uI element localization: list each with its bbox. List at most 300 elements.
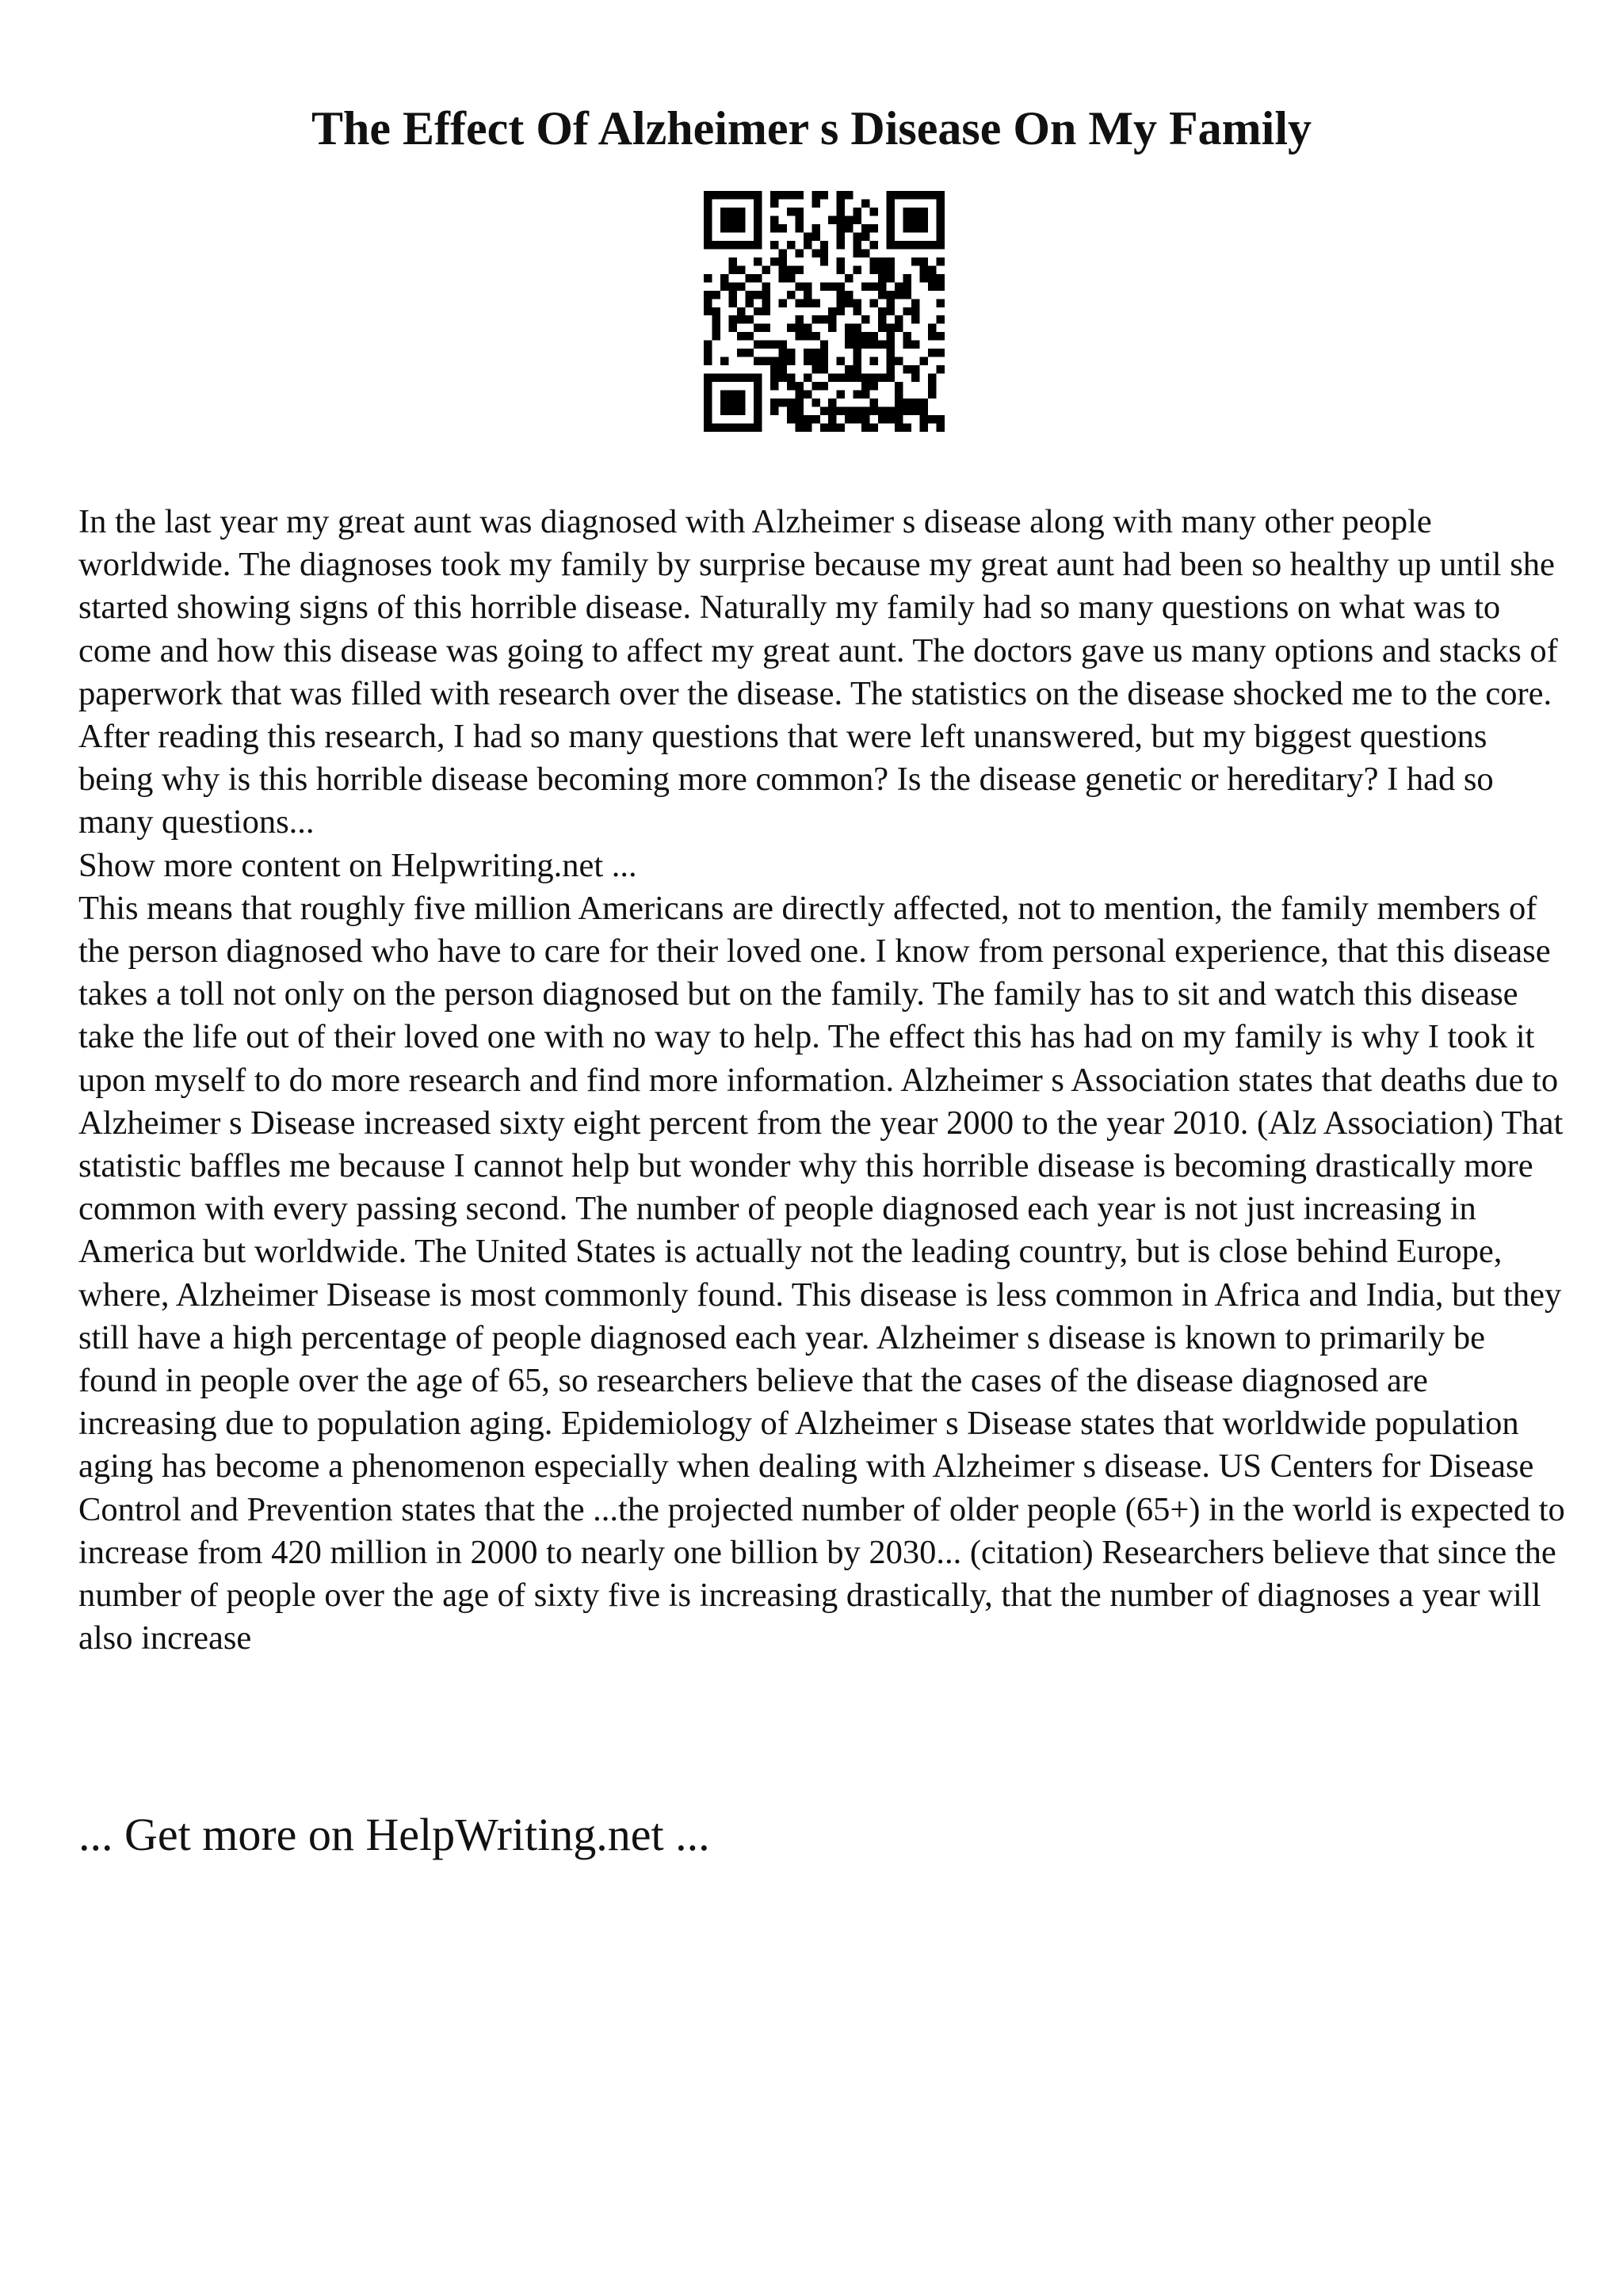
qr-module [754,215,762,223]
qr-module [903,341,911,349]
qr-module [887,357,895,365]
qr-module [795,415,803,423]
qr-module [737,265,745,273]
qr-module [704,374,712,382]
qr-module [745,299,753,307]
qr-module [870,282,878,290]
qr-module [720,224,728,232]
qr-module [795,215,803,223]
qr-module [812,332,819,340]
qr-module [704,391,712,399]
qr-module [720,282,728,290]
qr-module [861,424,869,432]
qr-module [704,382,712,390]
qr-module [837,224,845,232]
qr-module [712,291,720,299]
qr-module [804,282,812,290]
qr-module [745,241,753,249]
qr-module [728,215,736,223]
qr-module [704,241,712,249]
qr-module [937,415,945,423]
qr-module [920,407,928,415]
qr-module [812,357,819,365]
qr-module [762,265,769,273]
page-title: The Effect Of Alzheimer s Disease On My Family [311,102,1312,154]
qr-module [778,191,786,199]
qr-module [804,241,812,249]
qr-module [770,407,778,415]
qr-module [728,241,736,249]
qr-module [861,224,869,232]
qr-module [887,415,895,423]
qr-module [704,407,712,415]
qr-module [770,341,778,349]
qr-module [854,332,861,340]
qr-module [903,191,911,199]
qr-module [920,357,928,365]
qr-module [712,191,720,199]
qr-module [911,407,919,415]
qr-module [928,241,936,249]
qr-module [845,374,853,382]
qr-module [887,299,895,307]
qr-module [911,315,919,323]
qr-module [804,424,812,432]
qr-module [828,315,836,323]
qr-module [778,374,786,382]
qr-module [812,249,819,257]
qr-module [911,299,919,307]
qr-module [895,391,903,399]
qr-module [895,415,903,423]
qr-module [745,191,753,199]
qr-module [920,224,928,232]
qr-module [861,282,869,290]
qr-module [928,415,936,423]
qr-module [762,282,769,290]
qr-module [745,349,753,357]
qr-module [937,315,945,323]
qr-module [828,407,836,415]
qr-module [870,224,878,232]
qr-module [754,257,762,265]
qr-module [845,415,853,423]
qr-module [861,249,869,257]
qr-module [928,265,936,273]
qr-module [854,265,861,273]
qr-module [804,357,812,365]
qr-module [895,191,903,199]
qr-module [920,399,928,406]
qr-module [728,407,736,415]
qr-module [720,407,728,415]
qr-module [837,357,845,365]
qr-module [770,399,778,406]
qr-module [712,332,720,340]
qr-module [887,324,895,332]
qr-module [820,349,828,357]
qr-module [937,224,945,232]
qr-module [887,241,895,249]
qr-module [837,265,845,273]
qr-module [754,307,762,315]
qr-module [754,341,762,349]
qr-module [870,407,878,415]
qr-module [804,324,812,332]
qr-module [878,341,886,349]
qr-module [795,424,803,432]
qr-module [720,391,728,399]
qr-module [728,224,736,232]
qr-module [804,291,812,299]
qr-module [728,315,736,323]
qr-module [820,191,828,199]
qr-module [795,224,803,232]
qr-module [820,341,828,349]
qr-module [870,299,878,307]
qr-module [870,399,878,406]
qr-module [920,274,928,282]
qr-module [937,299,945,307]
qr-module [728,324,736,332]
qr-module [837,424,845,432]
qr-module [762,307,769,315]
article-body [78,501,1568,1660]
qr-module [745,332,753,340]
qr-module [845,341,853,349]
qr-module [887,265,895,273]
qr-module [828,374,836,382]
qr-module [812,191,819,199]
qr-module [837,199,845,207]
qr-module [787,382,795,390]
qr-module [754,382,762,390]
qr-module [887,341,895,349]
qr-module [887,374,895,382]
qr-module [837,257,845,265]
qr-module [903,224,911,232]
qr-module [887,349,895,357]
qr-module [837,282,845,290]
qr-module [754,357,762,365]
qr-module [778,265,786,273]
qr-module [928,374,936,382]
qr-module [911,191,919,199]
qr-module [895,324,903,332]
qr-module [754,374,762,382]
qr-module [911,208,919,215]
qr-module [928,191,936,199]
qr-module [787,415,795,423]
qr-module [878,265,886,273]
qr-module [737,191,745,199]
qr-module [937,274,945,282]
qr-module [754,191,762,199]
qr-module [828,399,836,406]
qr-module [762,299,769,307]
qr-module [754,274,762,282]
qr-module [928,274,936,282]
qr-module [911,307,919,315]
qr-module [745,291,753,299]
qr-module [770,374,778,382]
qr-module [887,365,895,373]
qr-module [787,274,795,282]
qr-module [737,374,745,382]
paragraph-main: This means that roughly five million Americans are directly affected, not to mention, the family members of the person diagnosed who have to care for their loved one. I know from personal experience, that this disease takes a toll not only on the person diagnosed but on the family. The family has to sit and watch this disease take the life out of their loved one with no way to help. The effect this has had on my family is why I took it upon myself to do more research and find more information. Alzheimer s Association states that deaths due to Alzheimer s Disease increased sixty eight percent from the year 2000 to the year 2010. (Alz Association) That statistic baffles me because I cannot help but wonder why this horrible disease is becoming drastically more common with every passing second. The number of people diagnosed each year is not just increasing in America but worldwide. The United States is actually not the leading country, but is close behind Europe, where, Alzheimer Disease is most commonly found. This disease is less common in Africa and India, but they still have a high percentage of people diagnosed each year. Alzheimer s disease is known to primarily be found in people over the age of 65, so researchers believe that the cases of the disease diagnosed are increasing due to population aging. Epidemiology of Alzheimer s Disease states that worldwide population aging has become a phenomenon especially when dealing with Alzheimer s disease. US Centers for Disease Control and Prevention states that the ...the projected number of older people (65+) in the world is expected to increase from 420 million in 2000 to nearly one billion by 2030... (citation) Researchers believe that since the number of people over the age of sixty five is increasing drastically, that the number of diagnoses a year will also increase [78,889,1565,1657]
qr-module [778,257,786,265]
qr-module [704,415,712,423]
qr-module [820,407,828,415]
qr-module [937,257,945,265]
qr-module [720,374,728,382]
qr-module [845,291,853,299]
qr-module [837,374,845,382]
qr-module [878,274,886,282]
qr-module [854,374,861,382]
qr-module [812,415,819,423]
qr-module [861,382,869,390]
qr-module [720,424,728,432]
qr-module [887,215,895,223]
qr-module [745,424,753,432]
qr-module [828,282,836,290]
qr-module [870,424,878,432]
qr-module [770,224,778,232]
qr-module [778,224,786,232]
qr-module [737,307,745,315]
qr-module [870,241,878,249]
qr-module [828,415,836,423]
qr-module [887,274,895,282]
qr-module [837,208,845,215]
qr-module [778,299,786,307]
qr-module [903,291,911,299]
qr-module [911,215,919,223]
qr-module [704,399,712,406]
qr-module [937,365,945,373]
qr-module [878,282,886,290]
qr-module [861,232,869,240]
qr-module [795,324,803,332]
qr-module [804,299,812,307]
qr-module [937,208,945,215]
qr-module [903,241,911,249]
qr-module [861,407,869,415]
qr-module [762,357,769,365]
qr-module [795,265,803,273]
qr-module [754,424,762,432]
qr-module [878,257,886,265]
qr-code-icon[interactable] [704,191,945,432]
qr-module [845,407,853,415]
qr-module [754,407,762,415]
qr-module [770,241,778,249]
qr-module [845,299,853,307]
qr-module [770,382,778,390]
qr-module [895,399,903,406]
qr-module [812,232,819,240]
qr-module [737,282,745,290]
qr-module [704,208,712,215]
qr-module [928,382,936,390]
qr-module [737,315,745,323]
qr-module [887,407,895,415]
qr-module [720,357,728,365]
qr-module [745,374,753,382]
qr-module [870,382,878,390]
qr-module [845,332,853,340]
qr-module [870,332,878,340]
qr-module [795,391,803,399]
qr-module [861,199,869,207]
qr-module [770,365,778,373]
qr-module [854,215,861,223]
qr-module [737,424,745,432]
qr-module [795,191,803,199]
qr-module [762,324,769,332]
qr-module [920,241,928,249]
qr-module [845,365,853,373]
qr-module [937,349,945,357]
qr-module [820,282,828,290]
qr-module [745,274,753,282]
qr-module [911,374,919,382]
qr-module [728,191,736,199]
qr-module [795,407,803,415]
qr-module [787,208,795,215]
qr-module [861,415,869,423]
qr-module [720,215,728,223]
qr-module [928,324,936,332]
qr-module [795,315,803,323]
qr-module [728,265,736,273]
qr-module [837,299,845,307]
qr-module [787,357,795,365]
qr-module [704,199,712,207]
qr-module [770,215,778,223]
qr-module [870,265,878,273]
qr-module [754,232,762,240]
qr-module [928,391,936,399]
qr-module [854,349,861,357]
qr-module [745,315,753,323]
qr-module [837,241,845,249]
qr-module [937,282,945,290]
qr-module [804,415,812,423]
qr-module [895,315,903,323]
qr-module [754,291,762,299]
qr-module [928,349,936,357]
qr-module [820,382,828,390]
qr-module [712,374,720,382]
qr-module [854,299,861,307]
qr-module [704,232,712,240]
qr-module [920,191,928,199]
qr-module [704,274,712,282]
qr-module [887,332,895,340]
qr-module [903,424,911,432]
qr-module [937,232,945,240]
qr-module [778,274,786,282]
qr-module [804,332,812,340]
qr-module [895,241,903,249]
qr-module [911,257,919,265]
qr-module [778,249,786,257]
qr-module [728,291,736,299]
qr-module [854,324,861,332]
qr-module [770,191,778,199]
qr-module [903,307,911,315]
qr-module [911,365,919,373]
qr-module [878,324,886,332]
qr-module [937,332,945,340]
qr-module [804,232,812,240]
qr-module [778,349,786,357]
qr-module [787,265,795,273]
qr-module [861,341,869,349]
qr-module [861,391,869,399]
qr-module [704,357,712,365]
qr-module [911,399,919,406]
show-more-link[interactable]: Show more content on Helpwriting.net ... [78,846,637,884]
qr-module [837,391,845,399]
qr-module [754,324,762,332]
qr-module [937,241,945,249]
qr-module [937,215,945,223]
qr-module [778,399,786,406]
qr-module [704,341,712,349]
qr-module [787,191,795,199]
qr-module [878,315,886,323]
qr-code-graphic [704,191,945,432]
qr-module [762,291,769,299]
qr-module [854,357,861,365]
qr-module [854,415,861,423]
qr-module [887,291,895,299]
qr-module [787,324,795,332]
qr-module [861,332,869,340]
qr-module [737,332,745,340]
qr-module [804,391,812,399]
qr-module [728,424,736,432]
qr-module [887,224,895,232]
qr-module [754,208,762,215]
qr-module [795,299,803,307]
qr-module [770,257,778,265]
qr-module [787,241,795,249]
qr-module [728,399,736,406]
qr-module [861,374,869,382]
qr-module [903,399,911,406]
qr-module [787,374,795,382]
qr-module [754,391,762,399]
get-more-link[interactable]: ... Get more on HelpWriting.net ... [78,1809,710,1860]
qr-module [845,224,853,232]
qr-module [795,208,803,215]
qr-module [712,241,720,249]
qr-module [787,291,795,299]
qr-module [712,424,720,432]
qr-module [895,407,903,415]
qr-module [854,307,861,315]
qr-module [903,215,911,223]
qr-module [870,357,878,365]
qr-module [911,241,919,249]
qr-module [903,282,911,290]
qr-module [704,307,712,315]
qr-module [778,341,786,349]
